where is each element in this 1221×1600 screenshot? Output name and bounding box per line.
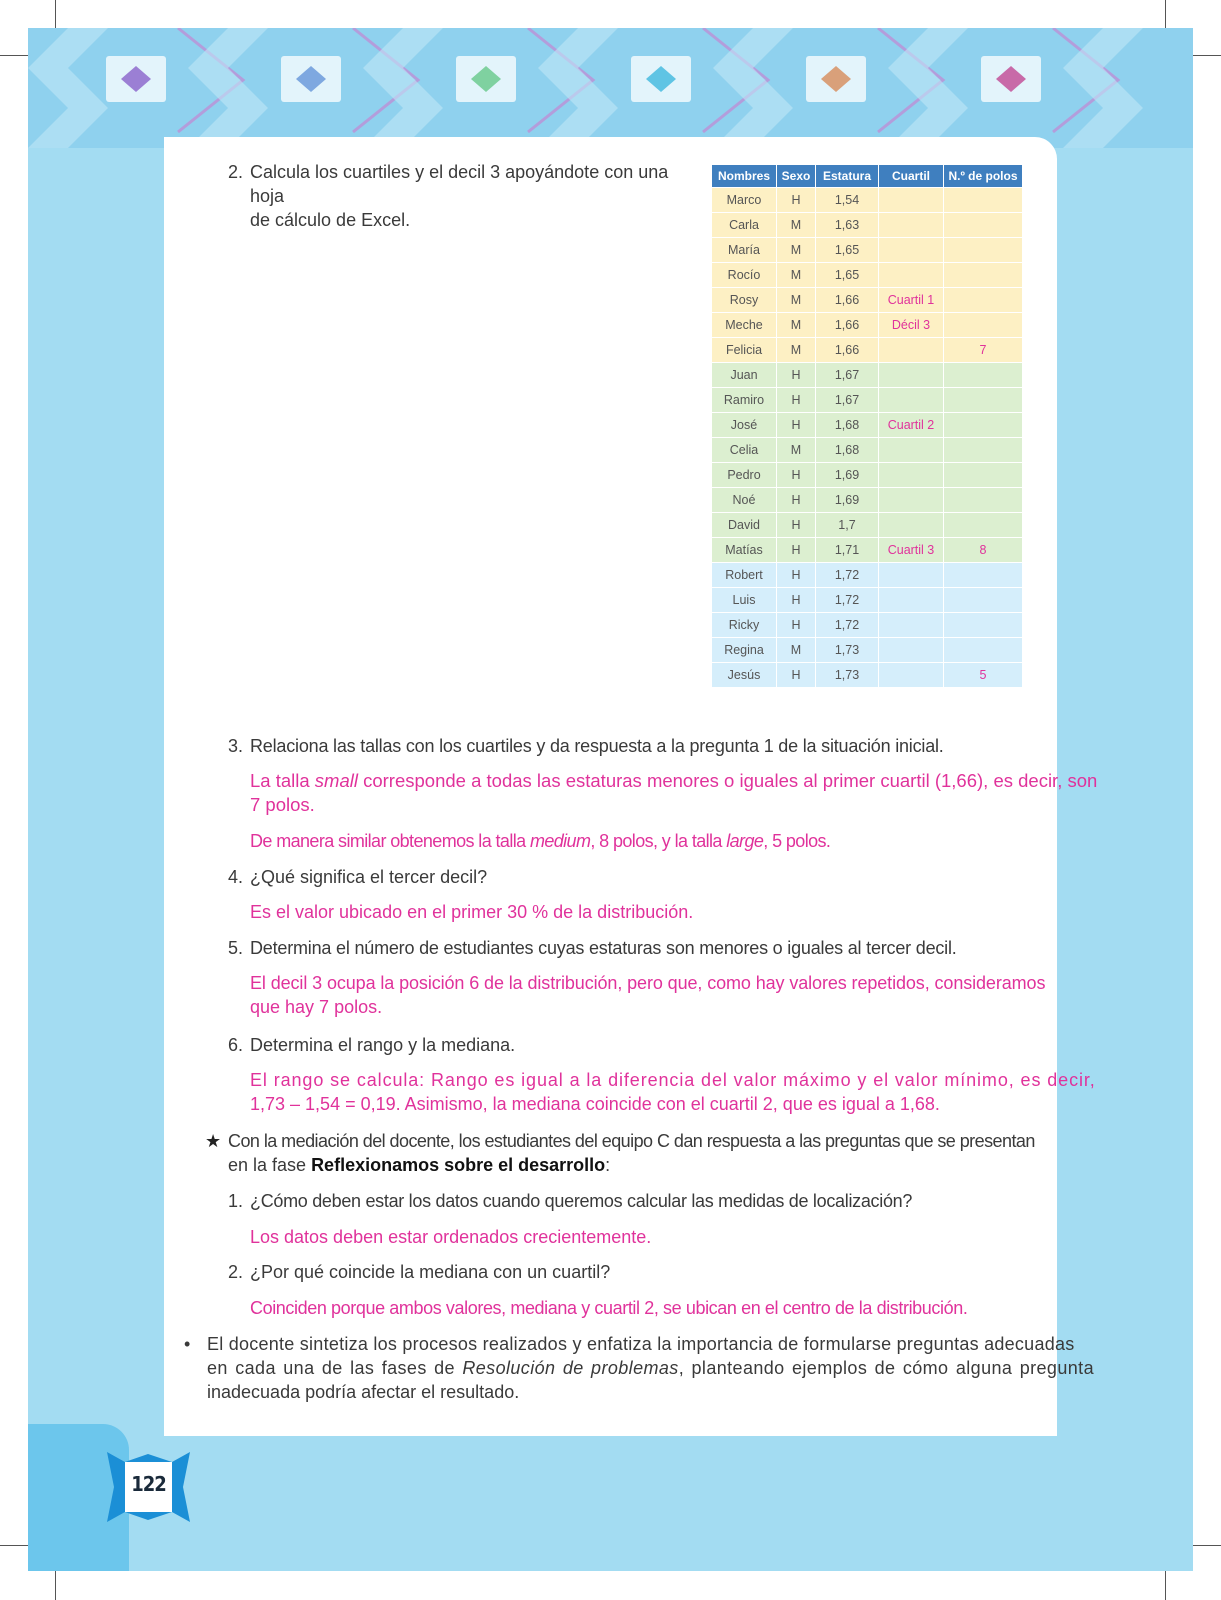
cell-cuartil [879, 338, 944, 363]
table-header-row [712, 165, 1023, 188]
page-number: 122 [131, 1472, 166, 1496]
table-row [712, 213, 1023, 238]
cell-sexo: M [777, 638, 816, 663]
cell-sexo: M [777, 288, 816, 313]
q2-text-line2: de cálculo de Excel. [250, 210, 411, 230]
cell-nombre: Jesús [712, 663, 777, 688]
q6-answer [250, 1068, 1096, 1116]
cell-nombre: Felicia [712, 338, 777, 363]
cell-nombre: Marco [712, 188, 777, 213]
table-row [712, 263, 1023, 288]
cell-polos: 5 [944, 663, 1023, 688]
cell-nombre: Robert [712, 563, 777, 588]
header-nombres: Nombres [712, 165, 777, 188]
cell-polos [944, 488, 1023, 513]
cell-estatura: 1,54 [816, 188, 879, 213]
q2-text-line1: Calcula los cuartiles y el decil 3 apoyándote con una hoja [250, 162, 669, 206]
cell-polos [944, 563, 1023, 588]
q6-number: 6. [228, 1035, 244, 1055]
q4-answer: Es el valor ubicado en el primer 30 % de la distribución. [250, 902, 694, 922]
q6-answer-line1: El rango se calcula: Rango es igual a la diferencia del valor máximo y el valor mínimo, es decir, [250, 1070, 1096, 1090]
cell-cuartil [879, 263, 944, 288]
table-row [712, 663, 1023, 688]
header-estatura: Estatura [816, 165, 879, 188]
bullet-line3: inadecuada podría afectar el resultado. [207, 1382, 520, 1402]
cell-sexo: H [777, 413, 816, 438]
table-row [712, 438, 1023, 463]
table-row [712, 363, 1023, 388]
q4-text: ¿Qué significa el tercer decil? [250, 867, 488, 887]
q3-text: Relaciona las tallas con los cuartiles y da respuesta a la pregunta 1 de la situación inicial. [250, 736, 944, 756]
cell-estatura: 1,68 [816, 413, 879, 438]
cell-sexo: H [777, 663, 816, 688]
cell-polos [944, 463, 1023, 488]
cell-polos [944, 313, 1023, 338]
cell-estatura: 1,72 [816, 588, 879, 613]
cell-polos [944, 588, 1023, 613]
cell-nombre: Matías [712, 538, 777, 563]
table-row [712, 188, 1023, 213]
cell-nombre: Meche [712, 313, 777, 338]
cell-polos: 8 [944, 538, 1023, 563]
cell-estatura: 1,67 [816, 363, 879, 388]
q6-text: Determina el rango y la mediana. [250, 1035, 516, 1055]
cell-nombre: Rocío [712, 263, 777, 288]
cell-nombre: Carla [712, 213, 777, 238]
cell-nombre: Luis [712, 588, 777, 613]
table-row [712, 413, 1023, 438]
cell-polos [944, 263, 1023, 288]
q3-answer1-line2: 7 polos. [250, 794, 315, 815]
cell-cuartil: Cuartil 3 [879, 538, 944, 563]
cell-nombre: Regina [712, 638, 777, 663]
cell-cuartil [879, 663, 944, 688]
q2-number: 2. [228, 162, 244, 182]
cell-cuartil: Cuartil 2 [879, 413, 944, 438]
cell-nombre: José [712, 413, 777, 438]
bullet-icon: • [184, 1334, 191, 1354]
cell-estatura: 1,71 [816, 538, 879, 563]
q5-number: 5. [228, 938, 244, 958]
cell-sexo: M [777, 313, 816, 338]
cell-cuartil [879, 238, 944, 263]
cell-sexo: H [777, 488, 816, 513]
crop-mark [1165, 1571, 1166, 1600]
cell-sexo: H [777, 188, 816, 213]
table-row [712, 288, 1023, 313]
table-row [712, 513, 1023, 538]
cell-estatura: 1,72 [816, 613, 879, 638]
cell-sexo: H [777, 588, 816, 613]
table-row [712, 588, 1023, 613]
q5-answer-line2: que hay 7 polos. [250, 997, 383, 1017]
q3-number: 3. [228, 736, 244, 756]
r2-answer: Coinciden porque ambos valores, mediana y cuartil 2, se ubican en el centro de la distribución. [250, 1298, 968, 1318]
cell-cuartil [879, 438, 944, 463]
q3-answer2: De manera similar obtenemos la talla medium, 8 polos, y la talla large, 5 polos. [250, 831, 831, 851]
star-icon: ★ [205, 1131, 222, 1151]
cell-nombre: David [712, 513, 777, 538]
r1-answer: Los datos deben estar ordenados crecientemente. [250, 1227, 652, 1247]
cell-sexo: H [777, 538, 816, 563]
cell-cuartil [879, 488, 944, 513]
cell-sexo: H [777, 563, 816, 588]
cell-cuartil [879, 463, 944, 488]
cell-polos [944, 413, 1023, 438]
cell-polos [944, 188, 1023, 213]
cell-polos [944, 638, 1023, 663]
cell-nombre: Ramiro [712, 388, 777, 413]
cell-cuartil [879, 363, 944, 388]
cell-cuartil [879, 563, 944, 588]
cell-cuartil [879, 513, 944, 538]
r1-text: ¿Cómo deben estar los datos cuando queremos calcular las medidas de localización? [250, 1191, 913, 1211]
bullet-line2: en cada una de las fases de Resolución de problemas, planteando ejemplos de cómo alguna pregunta [207, 1358, 1094, 1378]
cell-sexo: M [777, 238, 816, 263]
star-line2: en la fase Reflexionamos sobre el desarrollo: [228, 1155, 611, 1175]
header-sexo: Sexo [777, 165, 816, 188]
cell-cuartil: Cuartil 1 [879, 288, 944, 313]
cell-polos [944, 388, 1023, 413]
cell-nombre: Juan [712, 363, 777, 388]
cell-polos [944, 363, 1023, 388]
cell-polos [944, 613, 1023, 638]
table-row [712, 638, 1023, 663]
r2-text: ¿Por qué coincide la mediana con un cuartil? [250, 1262, 611, 1282]
cell-cuartil [879, 388, 944, 413]
crop-mark [0, 55, 28, 56]
crop-mark [0, 1545, 28, 1546]
cell-cuartil: Décil 3 [879, 313, 944, 338]
cell-sexo: H [777, 613, 816, 638]
cell-polos: 7 [944, 338, 1023, 363]
cell-nombre: Pedro [712, 463, 777, 488]
decorative-banner [28, 28, 1193, 148]
bullet-line1: El docente sintetiza los procesos realizados y enfatiza la importancia de formularse preguntas adecuadas [207, 1334, 1075, 1354]
q5-answer-line1: El decil 3 ocupa la posición 6 de la distribución, pero que, como hay valores repetidos, consideramos [250, 973, 1046, 993]
crop-mark [1193, 1545, 1221, 1546]
crop-mark [1165, 0, 1166, 28]
table-row [712, 388, 1023, 413]
cell-estatura: 1,66 [816, 338, 879, 363]
q3-answer1 [250, 769, 1098, 817]
star-paragraph [228, 1129, 1054, 1177]
cell-estatura: 1,65 [816, 263, 879, 288]
cell-nombre: María [712, 238, 777, 263]
cell-cuartil [879, 213, 944, 238]
cell-sexo: H [777, 363, 816, 388]
q5-text: Determina el número de estudiantes cuyas estaturas son menores o iguales al tercer decil. [250, 938, 957, 958]
q3-answer1-line1: La talla small corresponde a todas las estaturas menores o iguales al primer cuartil (1,66), es decir, son [250, 770, 1098, 791]
r2-number: 2. [228, 1262, 244, 1282]
cell-polos [944, 438, 1023, 463]
cell-sexo: M [777, 263, 816, 288]
cell-cuartil [879, 613, 944, 638]
cell-nombre: Ricky [712, 613, 777, 638]
page-number-badge [107, 1452, 190, 1522]
table-row [712, 338, 1023, 363]
cell-estatura: 1,72 [816, 563, 879, 588]
cell-estatura: 1,68 [816, 438, 879, 463]
table-row [712, 313, 1023, 338]
table-row [712, 538, 1023, 563]
q4-number: 4. [228, 867, 244, 887]
bullet-paragraph [207, 1332, 1094, 1404]
cell-cuartil [879, 588, 944, 613]
cell-nombre: Noé [712, 488, 777, 513]
cell-sexo: H [777, 463, 816, 488]
r1-number: 1. [228, 1191, 244, 1211]
cell-sexo: M [777, 338, 816, 363]
cell-sexo: H [777, 388, 816, 413]
table-row [712, 613, 1023, 638]
crop-mark [1193, 55, 1221, 56]
q6-answer-line2: 1,73 – 1,54 = 0,19. Asimismo, la mediana coincide con el cuartil 2, que es igual a 1,68. [250, 1094, 940, 1114]
header-cuartil: Cuartil [879, 165, 944, 188]
star-line1: Con la mediación del docente, los estudiantes del equipo C dan respuesta a las preguntas que se presentan [228, 1131, 1035, 1151]
table-row [712, 463, 1023, 488]
heights-table [711, 164, 1023, 688]
cell-estatura: 1,66 [816, 288, 879, 313]
cell-estatura: 1,67 [816, 388, 879, 413]
cell-sexo: M [777, 213, 816, 238]
q2-text [250, 160, 690, 232]
cell-estatura: 1,73 [816, 638, 879, 663]
q5-answer [250, 971, 1050, 1019]
cell-nombre: Celia [712, 438, 777, 463]
cell-estatura: 1,69 [816, 463, 879, 488]
header-polos: N.º de polos [944, 165, 1023, 188]
crop-mark [55, 1571, 56, 1600]
cell-polos [944, 513, 1023, 538]
cell-estatura: 1,65 [816, 238, 879, 263]
table-row [712, 563, 1023, 588]
cell-estatura: 1,7 [816, 513, 879, 538]
table-row [712, 488, 1023, 513]
cell-estatura: 1,73 [816, 663, 879, 688]
cell-polos [944, 238, 1023, 263]
cell-cuartil [879, 638, 944, 663]
cell-polos [944, 288, 1023, 313]
cell-estatura: 1,69 [816, 488, 879, 513]
crop-mark [55, 0, 56, 28]
cell-estatura: 1,63 [816, 213, 879, 238]
table-row [712, 238, 1023, 263]
cell-nombre: Rosy [712, 288, 777, 313]
cell-estatura: 1,66 [816, 313, 879, 338]
cell-sexo: H [777, 513, 816, 538]
cell-sexo: M [777, 438, 816, 463]
cell-polos [944, 213, 1023, 238]
cell-cuartil [879, 188, 944, 213]
